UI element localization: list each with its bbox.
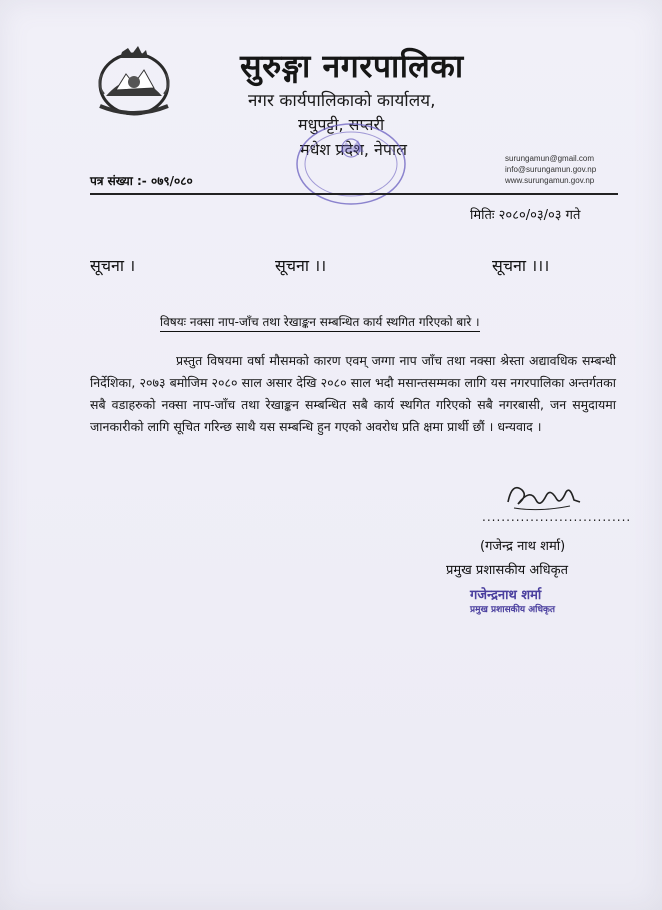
signature-line: ............................... (482, 510, 632, 524)
subject-line: विषयः नक्सा नाप-जाँच तथा रेखाङ्कन सम्बन्धित कार्य स्थगित गरिएको बारे । (160, 313, 480, 332)
office-seal-stamp (292, 118, 410, 210)
office-name: नगर कार्यपालिकाको कार्यालय, (248, 91, 436, 111)
letter-number: पत्र संख्या :- ०७९/०८० (90, 174, 193, 188)
contact-block (505, 153, 596, 186)
body-text: प्रस्तुत विषयमा वर्षा मौसमको कारण एवम् जग्गा नाप जाँच तथा नक्सा श्रेस्ता अद्यावधिक सम्बन्धी निर्देशिका, २०७३ बमोजिम २०८० साल असार देखि २०८० साल भदौ मसान्तसम्मका लागि यस नगरपालिका अन्तर्गतका सबै वडाहरुको नक्सा नाप-जाँच तथा रेखाङ्कन सम्बन्धित सबै कार्य स्थगित गरिएको सबै नगरबासी, जन समुदायमा जानकारीको लागि सूचित गरिन्छ साथै यस सम्बन्धि हुन गएको अवरोध प्रति क्षमा प्रार्थी छौं । धन्यवाद । (90, 353, 616, 434)
contact-website: www.surungamun.gov.np (505, 176, 595, 185)
signatory-title: प्रमुख प्रशासकीय अधिकृत (446, 563, 569, 578)
signatory-name: (गजेन्द्र नाथ शर्मा) (480, 539, 566, 554)
contact-email-2: info@surungamun.gov.np (505, 165, 597, 174)
letter-date: मितिः २०८०/०३/०३ गते (470, 208, 581, 223)
body-paragraph (90, 350, 616, 438)
notice-label-2: सूचना ।। (275, 256, 327, 275)
municipality-title: सुरुङ्गा नगरपालिका (240, 47, 464, 85)
nepal-emblem-icon (92, 44, 176, 120)
name-stamp: गजेन्द्रनाथ शर्मा (470, 588, 542, 603)
notice-label-3: सूचना ।।। (492, 256, 550, 275)
address-line-1: मधुपट्टी, सप्तरी (298, 115, 385, 134)
title-stamp: प्रमुख प्रशासकीय अधिकृत (470, 605, 556, 615)
header-divider (90, 193, 618, 195)
address-line-2: मधेश प्रदेश, नेपाल (300, 140, 407, 159)
notice-label-1: सूचना । (90, 256, 136, 275)
contact-email-1: surungamun@gmail.com (505, 154, 595, 163)
